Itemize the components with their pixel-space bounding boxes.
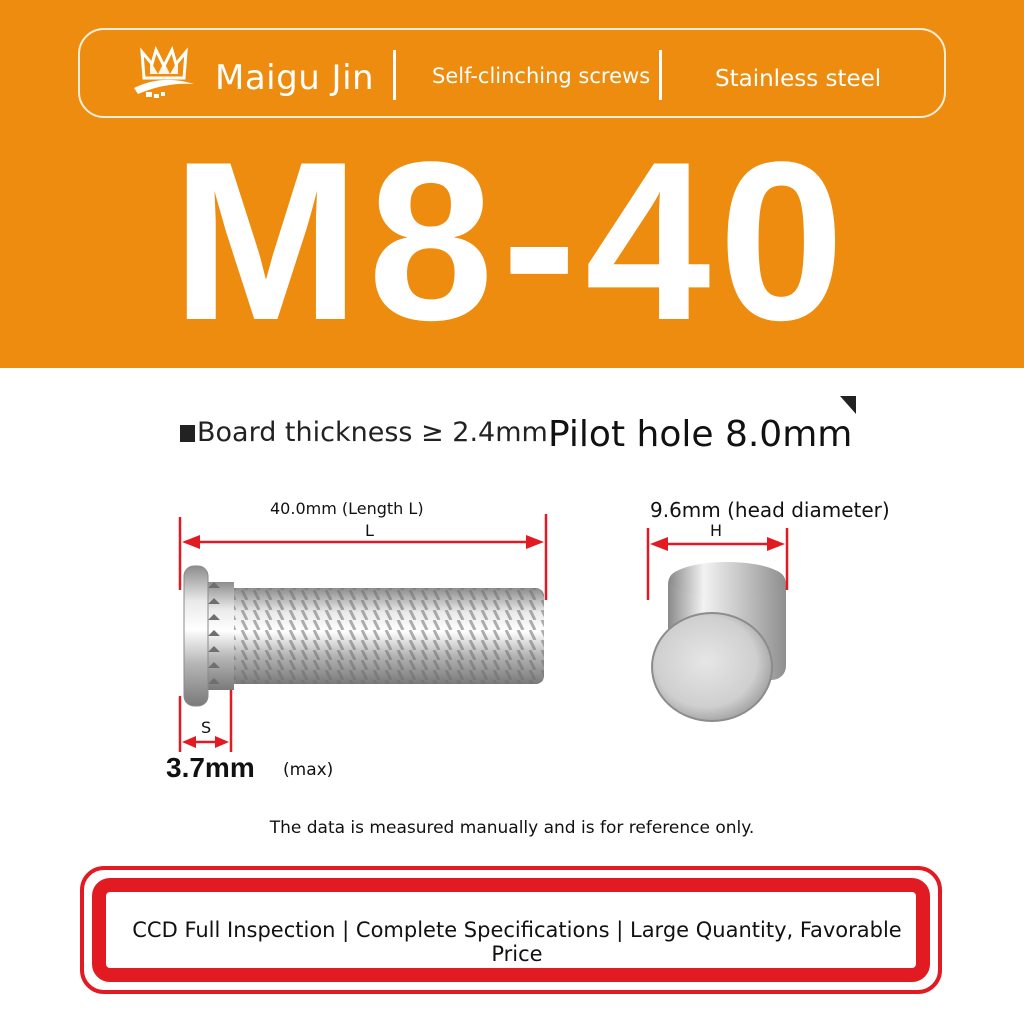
s-value: 3.7mm: [166, 752, 255, 783]
model-number: M8-40: [171, 114, 853, 367]
disclaimer: The data is measured manually and is for reference only.: [269, 818, 755, 838]
material-label: Stainless steel: [715, 66, 882, 92]
pilot-hole: Pilot hole 8.0mm: [548, 414, 853, 455]
footer-text: CCD Full Inspection | Complete Specifications | Large Quantity, Favorable Price: [132, 918, 902, 966]
head-diameter-label: 9.6mm (head diameter): [650, 498, 890, 522]
s-letter: S: [201, 718, 212, 737]
screw-side-view: [184, 566, 544, 706]
length-letter: L: [365, 521, 374, 540]
head-letter: H: [710, 521, 723, 540]
s-note: (max): [283, 760, 334, 780]
brand-name: Maigu Jin: [215, 58, 375, 98]
board-thickness-text: Board thickness ≥ 2.4mm: [197, 417, 548, 448]
length-dimension: [180, 514, 546, 600]
length-label: 40.0mm (Length L): [270, 499, 424, 518]
product-type: Self-clinching screws: [432, 64, 651, 88]
screw-end-view: [652, 562, 786, 721]
